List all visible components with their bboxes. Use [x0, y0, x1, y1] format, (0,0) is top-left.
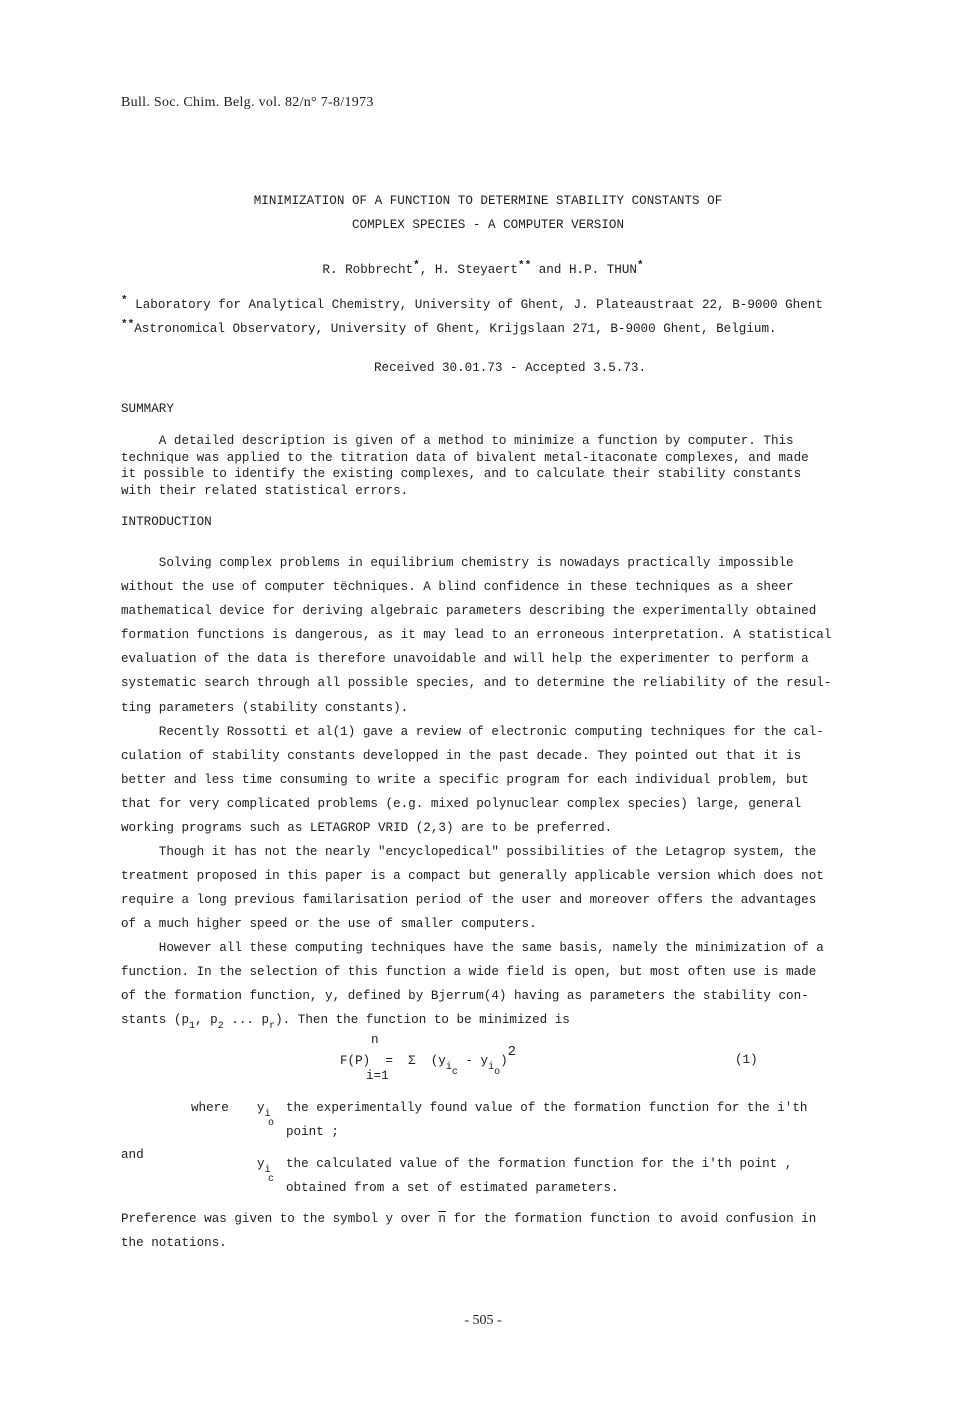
star-marker: * — [121, 295, 128, 307]
equation-sum-upper-limit: n — [371, 1033, 379, 1047]
summary-line: A detailed description is given of a method to minimize a function by computer. This — [121, 434, 794, 448]
closing-line-2: the notations. — [121, 1236, 227, 1250]
symbol-y-io: $y_i$ — [257, 1101, 271, 1120]
page-number: - 505 - — [464, 1313, 502, 1328]
author-list — [0, 260, 966, 277]
definition-2-line-2: obtained from a set of estimated parameters. — [286, 1181, 619, 1195]
double-star-marker: ** — [517, 260, 532, 272]
introduction-paragraph-2: Recently Rossotti et al(1) gave a review of electronic computing techniques for the cal- culation of stability constants developped in the past decade. They pointed out that it is better and less time consuming to write a specific program for each individual problem, but that for very complicated problems (e.g. mixed polynuclear complex species) large, general working programs such as LETAGROP VRID (2,3) are to be preferred. — [121, 725, 824, 836]
star-marker: * — [413, 260, 420, 272]
summary-heading: SUMMARY — [121, 402, 174, 416]
double-star-marker: ** — [121, 319, 135, 331]
paper-title-line-1: MINIMIZATION OF A FUNCTION TO DETERMINE STABILITY CONSTANTS OF — [253, 194, 723, 208]
introduction-heading: INTRODUCTION — [121, 515, 212, 529]
definition-1-line-2: point ; — [286, 1125, 339, 1139]
author-steyaert: , H. Steyaert — [419, 263, 518, 277]
paper-title-line-2: COMPLEX SPECIES - A COMPUTER VERSION — [351, 218, 625, 232]
affiliation-2: **Astronomical Observatory, University of Ghent, Krijgslaan 271, B-9000 Ghent, Belgium. — [121, 319, 777, 336]
journal-citation: Bull. Soc. Chim. Belg. vol. 82/n° 7-8/1973 — [121, 95, 374, 110]
closing-line-1: Preference was given to the symbol y over $\overline{n}$ for the formation function to avoid confusion in — [121, 1212, 817, 1226]
introduction-paragraph-4: However all these computing techniques have the same basis, namely the minimization of a function. In the selection of this function a wide field is open, but most often use is made of the formation function, y, defined by Bjerrum(4) having as parameters the stability con- stants ($p_1$, $p_2$ ... $p_r$). Then the function to be minimized is — [121, 936, 861, 1032]
star-marker: * — [636, 260, 644, 272]
author-robbrecht: R. Robbrecht — [322, 263, 414, 277]
paragraph-last-line: stants ($p_1$, $p_2$ ... $p_r$). Then the function to be minimized is — [121, 1013, 570, 1033]
summary-line: it possible to identify the existing complexes, and to calculate their stability constants — [121, 467, 802, 481]
summary-text — [121, 433, 861, 499]
author-thun: and H.P. THUN — [531, 263, 637, 277]
symbol-subscript-c: c — [268, 1174, 275, 1185]
definition-1-line-1: the experimentally found value of the formation function for the i'th — [286, 1101, 808, 1115]
introduction-paragraph-1: Solving complex problems in equilibrium chemistry is nowadays practically impossible without the use of computer tëchniques. A blind confidence in these techniques as a sheer mathematical device for deriving algebraic parameters describing the experimentally obtained formation functions is dangerous, as it may lead to an erroneous interpretation. A statistical evaluation of the data is therefore unavoidable and will help the experimenter to perform a systematic search through all possible species, and to determine the reliability of the resul- ting parameters (stability constants). — [121, 556, 832, 715]
equation-sum-lower-limit: i=1 — [366, 1069, 389, 1083]
n-bar-symbol: $\overline{n}$ — [438, 1212, 446, 1226]
introduction-paragraph-3: Though it has not the nearly "encyclopedical" possibilities of the Letagrop system, the treatment proposed in this paper is a compact but generally applicable version which does not require a long previous familarisation period of the user and moreover offers the advantages of a much higher speed or the use of smaller computers. — [121, 845, 824, 932]
symbol-subscript-o: o — [268, 1118, 275, 1129]
where-label: where — [191, 1101, 229, 1115]
and-label: and — [121, 1148, 144, 1162]
affiliation-1: * Laboratory for Analytical Chemistry, University of Ghent, J. Plateaustraat 22, B-9000 Ghent — [121, 295, 823, 312]
summary-line: technique was applied to the titration data of bivalent metal-itaconate complexes, and made — [121, 450, 809, 465]
equation-number: (1) — [735, 1053, 758, 1067]
symbol-y-ic: $y_i$ — [257, 1157, 271, 1176]
definition-2-line-1: the calculated value of the formation function for the i'th point , — [286, 1157, 793, 1171]
equation-1: F(P) = Σ $(y_{ic} - y_{io})2$ — [340, 1044, 517, 1078]
summary-line: with their related statistical errors. — [121, 483, 409, 498]
received-date: Received 30.01.73 - Accepted 3.5.73. — [373, 361, 647, 375]
